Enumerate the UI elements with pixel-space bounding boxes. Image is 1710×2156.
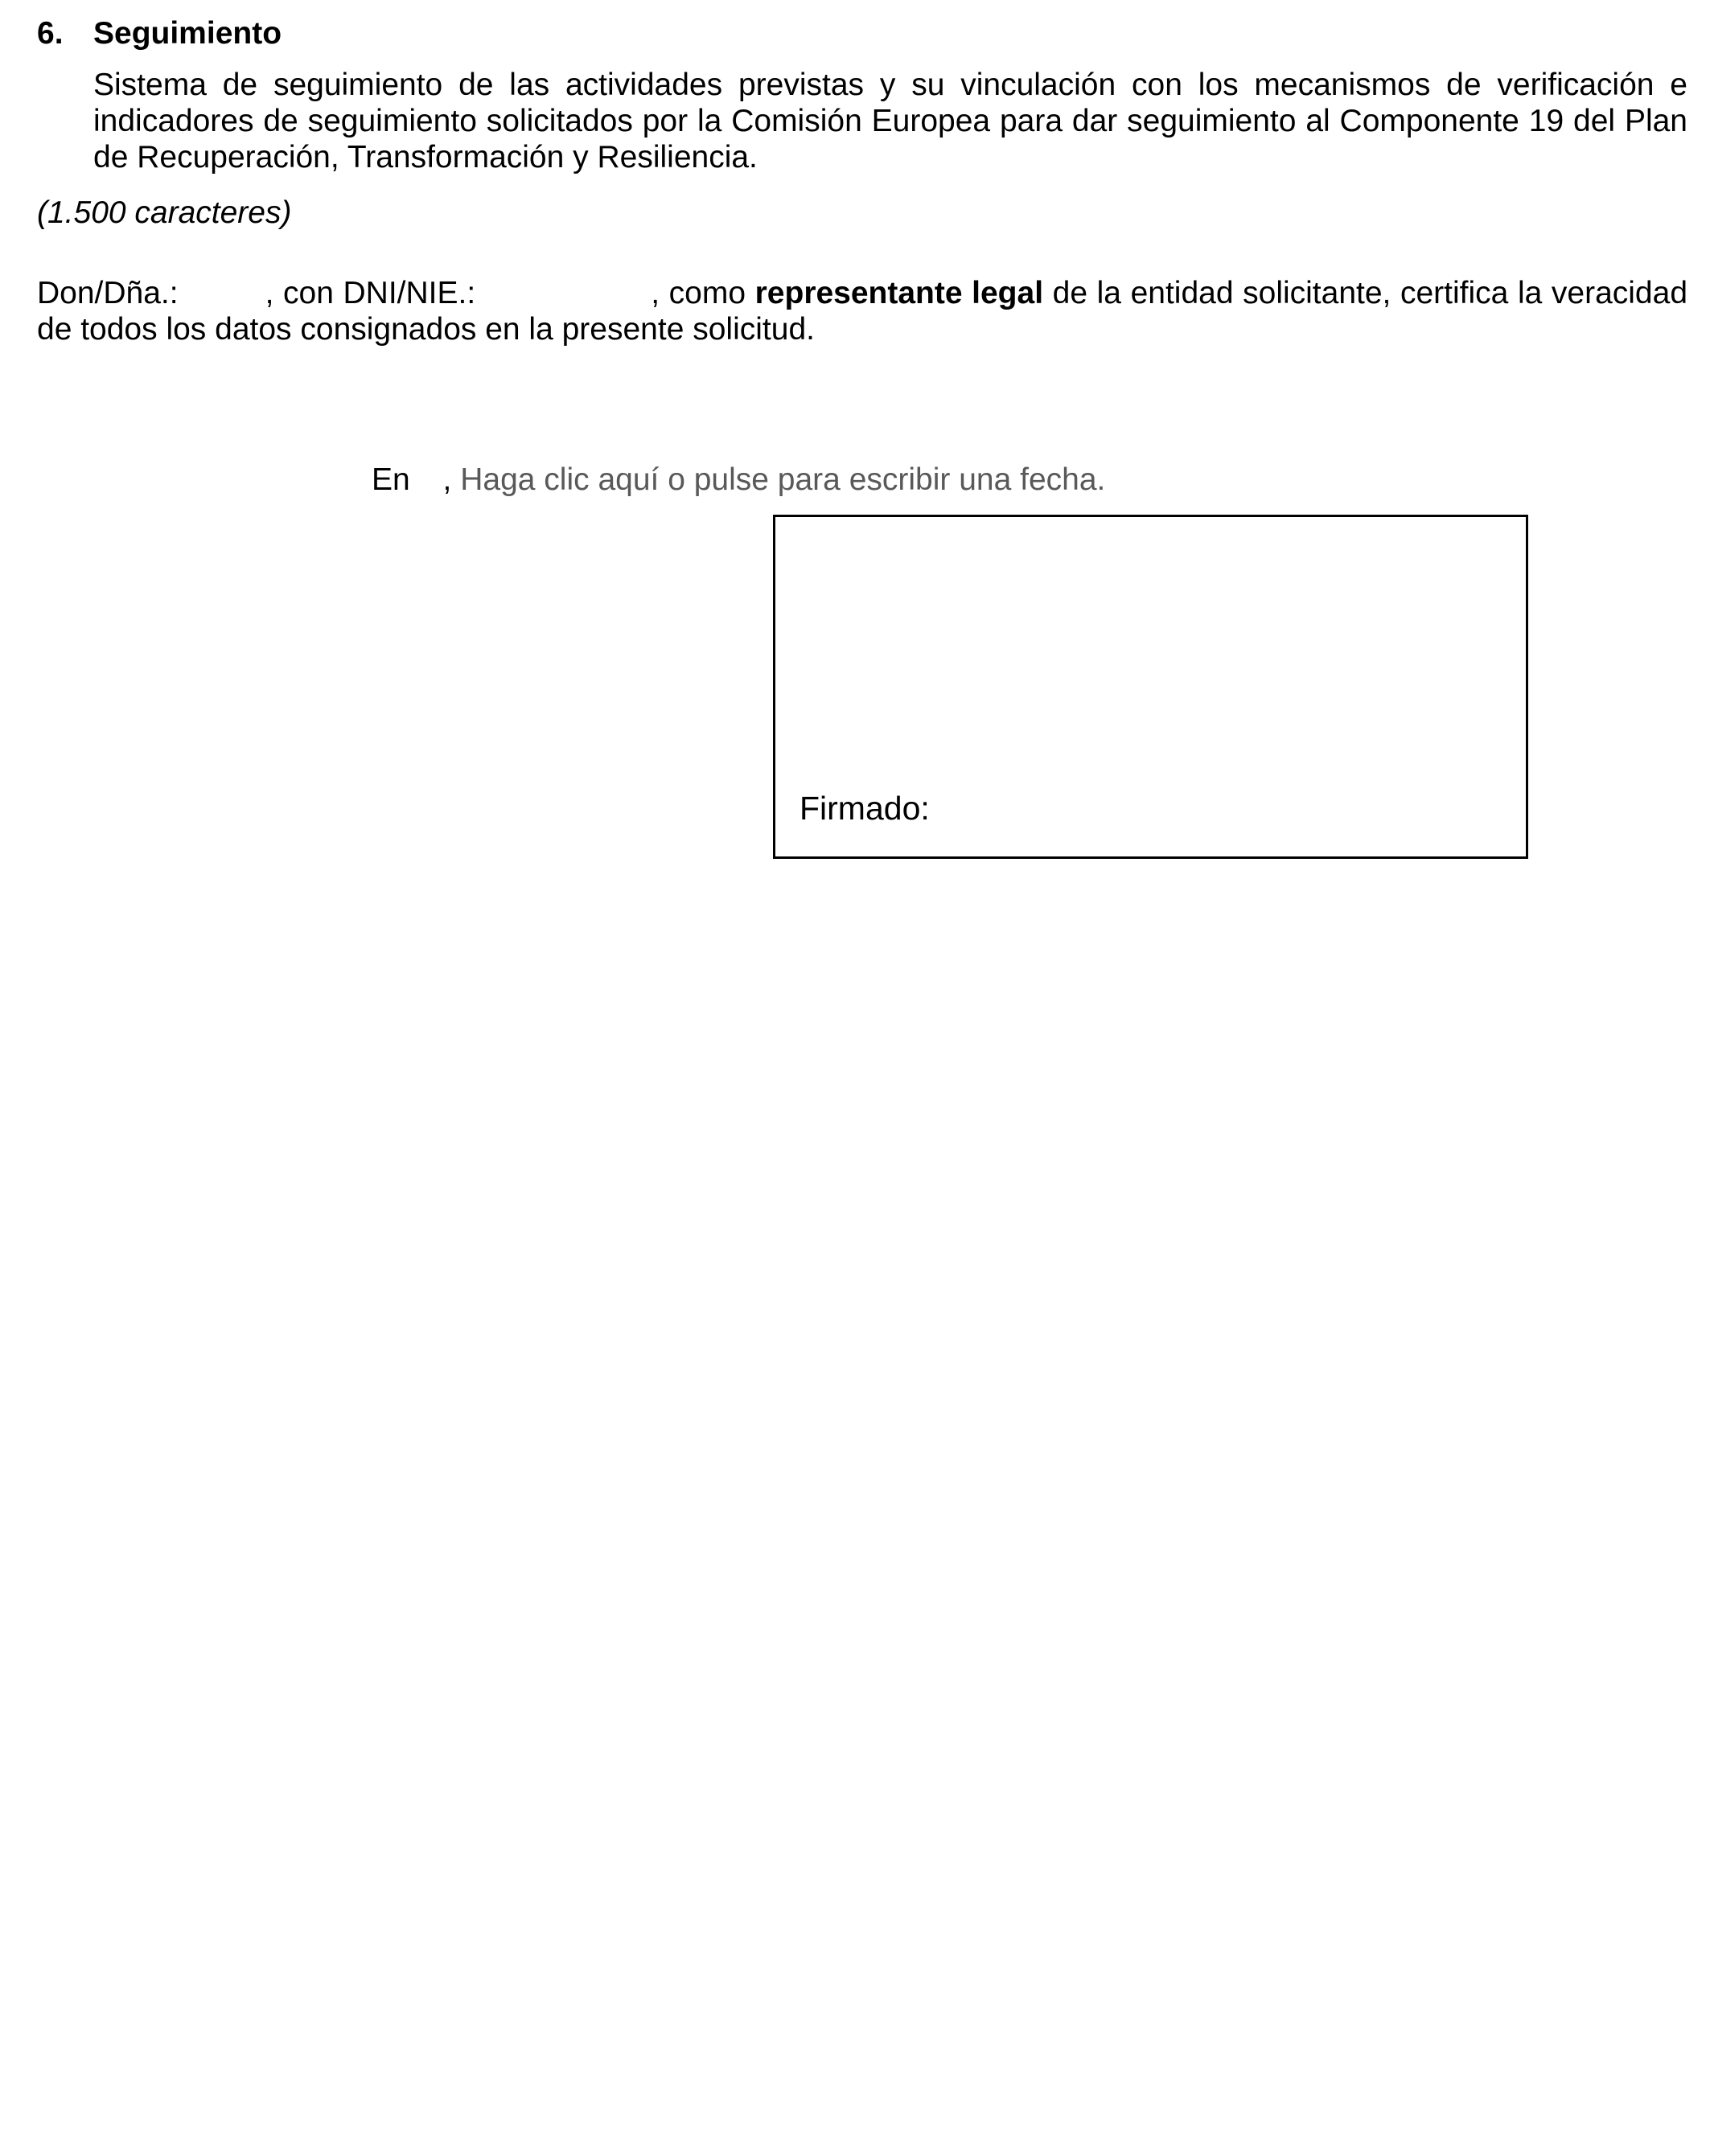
legal-representative-label: representante legal — [754, 276, 1044, 310]
dni-label: , con DNI/NIE.: — [265, 276, 476, 310]
section-heading — [37, 14, 282, 53]
certification-text-after: de la entidad solicitante, certifica la veracidad de todos los datos consignados en la presente solicitud. — [37, 276, 1688, 347]
date-separator: , — [442, 462, 452, 497]
section-description: Sistema de seguimiento de las actividades previstas y su vinculación con los mecanismos de verificación e indicadores de seguimiento solicitados por la Comisión Europea para dar seguimiento al Componente 19 del Plan de Recuperación, Transformación y Resiliencia. — [93, 68, 1687, 175]
name-label: Don/Dña.: — [37, 276, 179, 310]
section-number: 6. — [37, 16, 64, 51]
place-field[interactable] — [419, 458, 443, 490]
place-prefix: En — [372, 462, 410, 497]
date-picker-field[interactable]: Haga clic aquí o pulse para escribir una fecha. — [460, 462, 1106, 497]
signature-label: Firmado: — [800, 790, 930, 827]
place-date-line — [372, 458, 1105, 499]
section-title: Seguimiento — [93, 16, 282, 51]
signature-box[interactable] — [773, 515, 1528, 859]
dni-field[interactable] — [475, 272, 651, 303]
certification-statement — [37, 272, 1687, 347]
name-field[interactable] — [179, 272, 265, 303]
certification-text-before: , como — [651, 276, 755, 310]
character-limit-note: (1.500 caracteres) — [37, 195, 292, 230]
